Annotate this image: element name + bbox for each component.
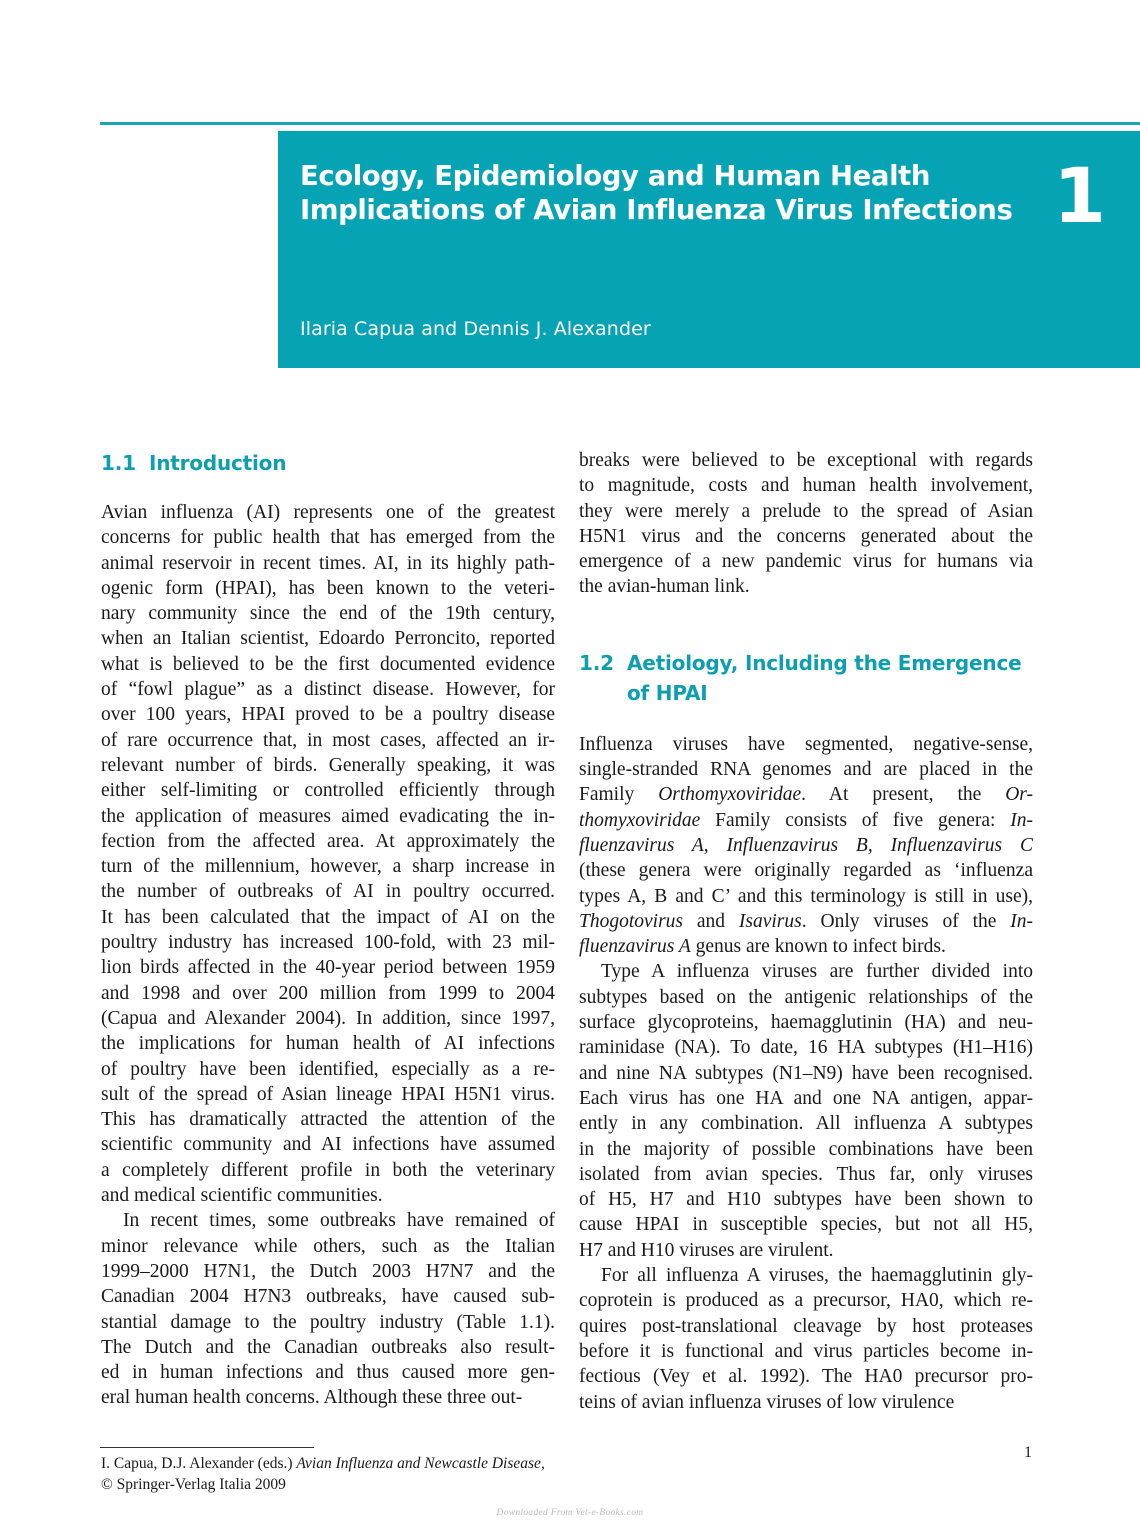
text-line [579,934,1033,959]
text-line: eral human health concerns. Although these three out- [101,1387,523,1409]
section-heading-aetiology [579,648,1033,708]
text-line [579,808,1033,833]
text-line: they were merely a prelude to the spread of Asian [579,500,1033,522]
text-line: of H5, H7 and H10 subtypes have been shown to [579,1189,1033,1211]
section-title: Introduction [149,451,287,475]
text-line [579,858,1033,883]
header-rule [100,122,1140,125]
text-line: Avian influenza (AI) represents one of the greatest [101,502,555,523]
text-line: minor relevance while others, such as the Italian [101,1235,555,1257]
text-line: H7 and H10 viruses are virulent. [579,1239,834,1261]
section-heading-introduction [101,448,555,478]
italic-term: In- [1010,910,1034,932]
italic-term: Orthomyxoviridae [658,784,802,806]
section-title-line: of HPAI [627,680,708,705]
text-line: of poultry have been identified, especially as a re- [101,1058,555,1080]
text-run: . At present, the [801,784,1006,806]
footnote-copyright: © Springer-Verlag Italia 2009 [101,1476,286,1493]
text-run: . Only viruses of the [801,910,1011,932]
text-line: the implications for human health of AI infections [101,1033,555,1055]
footnote-rule [100,1447,314,1448]
text-line: surface glycoproteins, haemagglutinin (HA) and neu- [579,1012,1033,1034]
paragraph-intro-2 [101,1208,555,1410]
text-run: genus are known to infect birds. [690,936,946,958]
text-line: when an Italian scientist, Edoardo Perroncito, reported [101,628,555,650]
text-line: breaks were believed to be exceptional with regards [579,450,1033,471]
italic-term: Or- [1005,784,1033,806]
footnote-editors: I. Capua, D.J. Alexander (eds.) [101,1455,297,1472]
text-line: Canadian 2004 H7N3 outbreaks, have caused sub- [101,1286,555,1308]
text-run: types A, B and C’ and this terminology is still in use), [579,885,1033,907]
text-line: scientific community and AI infections have assumed [101,1134,555,1156]
text-line [579,884,1033,909]
text-line: fection from the affected area. At approximately the [101,830,555,852]
text-line: cause HPAI in susceptible species, but not all H5, [579,1214,1033,1236]
italic-term: Influenzavirus B [726,834,868,856]
section-number: 1.2 [579,650,614,675]
text-line: subtypes based on the antigenic relationships of the [579,986,1033,1008]
text-line: quires post-translational cleavage by host proteases [579,1315,1033,1337]
text-line: either self-limiting or controlled efficiently through [101,780,555,802]
paragraph-aetiology-2 [579,959,1033,1263]
paragraph-intro-3 [579,448,1033,600]
text-line: In recent times, some outbreaks have remained of [123,1210,555,1232]
text-run: and [683,910,739,932]
text-line: isolated from avian species. Thus far, only viruses [579,1163,1033,1185]
italic-term: In- [1010,809,1033,831]
right-column [579,448,1033,1415]
text-line: and nine NA subtypes (N1–N9) have been recognised. [579,1062,1033,1084]
text-line: and medical scientific communities. [101,1185,383,1207]
italic-term: Isavirus [738,910,802,932]
text-line: teins of avian influenza viruses of low virulence [579,1391,955,1413]
section-number: 1.1 [101,451,136,475]
chapter-title-line: Implications of Avian Influenza Virus Infections [300,194,1013,226]
paragraph-aetiology-3 [579,1263,1033,1415]
text-line [579,833,1033,858]
text-line: ently in any combination. All influenza A subtypes [579,1113,1033,1135]
text-line: It has been calculated that the impact of AI on the [101,906,555,928]
text-line: This has dramatically attracted the attention of the [101,1109,555,1131]
text-line: Type A influenza viruses are further divided into [601,961,1033,983]
text-line: H5N1 virus and the concerns generated about the [579,525,1033,547]
italic-term: thomyxoviridae [579,809,701,831]
text-line: over 100 years, HPAI proved to be a poultry disease [101,704,555,726]
text-line [579,782,1033,807]
text-line: the avian-human link. [579,576,750,598]
text-line: coprotein is produced as a precursor, HA0, which re- [579,1290,1033,1312]
text-line: the application of measures aimed evadicating the in- [101,805,555,827]
italic-term: fluenzavirus A [579,936,691,958]
text-line: of “fowl plague” as a distinct disease. However, for [101,679,555,701]
footnote-book-title: Avian Influenza and Newcastle Disease, [296,1455,545,1472]
text-line: For all influenza A viruses, the haemagglutinin gly- [601,1265,1033,1287]
text-line: turn of the millennium, however, a sharp increase in [101,856,555,878]
text-run: Family [579,784,659,806]
left-column [101,448,555,1411]
text-line: lion birds affected in the 40-year period between 1959 [101,957,555,979]
text-line: a completely different profile in both the veterinary [101,1159,555,1181]
text-line: ogenic form (HPAI), has been known to the veteri- [101,577,555,599]
text-line [579,909,1033,934]
text-run: , [867,834,891,856]
text-run: Family consists of five genera: [700,809,1011,831]
text-line: to magnitude, costs and human health involvement, [579,475,1033,497]
text-run: Influenza viruses have segmented, negative-sense, [579,733,1033,755]
text-run: , [703,834,727,856]
text-line [579,757,1033,782]
text-line: (Capua and Alexander 2004). In addition, since 1997, [101,1007,555,1029]
text-line: of rare occurrence that, in most cases, affected an ir- [101,729,555,751]
text-line: relevant number of birds. Generally speaking, it was [101,754,555,776]
italic-term: fluenzavirus A [579,834,704,856]
section-title [627,648,1021,708]
text-line: 1999–2000 H7N1, the Dutch 2003 H7N7 and the [101,1260,555,1282]
text-run: single-stranded RNA genomes and are placed in the [579,759,1033,781]
section-title-line: Aetiology, Including the Emergence [627,650,1022,675]
text-line: poultry industry has increased 100-fold, with 23 mil- [101,932,555,954]
text-line: stantial damage to the poultry industry (Table 1.1). [101,1311,555,1333]
text-line [579,732,1033,757]
text-line: The Dutch and the Canadian outbreaks also result- [101,1336,555,1358]
paragraph-intro-1 [101,500,555,1208]
italic-term: Influenzavirus C [890,834,1033,856]
text-line: nary community since the end of the 19th century, [101,603,555,625]
chapter-number: 1 [1053,151,1106,240]
text-line: emergence of a new pandemic virus for humans via [579,551,1033,573]
text-line: raminidase (NA). To date, 16 HA subtypes (H1–H16) [579,1037,1033,1059]
text-line: fectious (Vey et al. 1992). The HA0 precursor pro- [579,1366,1033,1388]
text-line: and 1998 and over 200 million from 1999 to 2004 [101,982,555,1004]
footnote-citation [101,1453,545,1474]
chapter-authors: Ilaria Capua and Dennis J. Alexander [300,318,651,340]
text-line: the number of outbreaks of AI in poultry occurred. [101,881,555,903]
page-number: 1 [1024,1444,1032,1461]
text-line: what is believed to be the first documented evidence [101,653,555,675]
chapter-title [300,159,1013,227]
text-line: animal reservoir in recent times. AI, in its highly path- [101,552,555,574]
footnote [101,1453,545,1495]
text-line: in the majority of possible combinations have been [579,1138,1033,1160]
text-line: sult of the spread of Asian lineage HPAI H5N1 virus. [101,1083,555,1105]
text-line: ed in human infections and thus caused more gen- [101,1362,555,1384]
watermark: Downloaded From Vet-e-Books.com [496,1508,644,1518]
text-line: before it is functional and virus particles become in- [579,1340,1033,1362]
text-line: concerns for public health that has emerged from the [101,527,555,549]
italic-term: Thogotovirus [579,910,684,932]
text-line: Each virus has one HA and one NA antigen, appar- [579,1087,1033,1109]
chapter-banner [278,131,1140,368]
paragraph-aetiology-1 [579,732,1033,960]
text-run: (these genera were originally regarded as ‘influenza [579,860,1033,882]
chapter-title-line: Ecology, Epidemiology and Human Health [300,160,931,192]
